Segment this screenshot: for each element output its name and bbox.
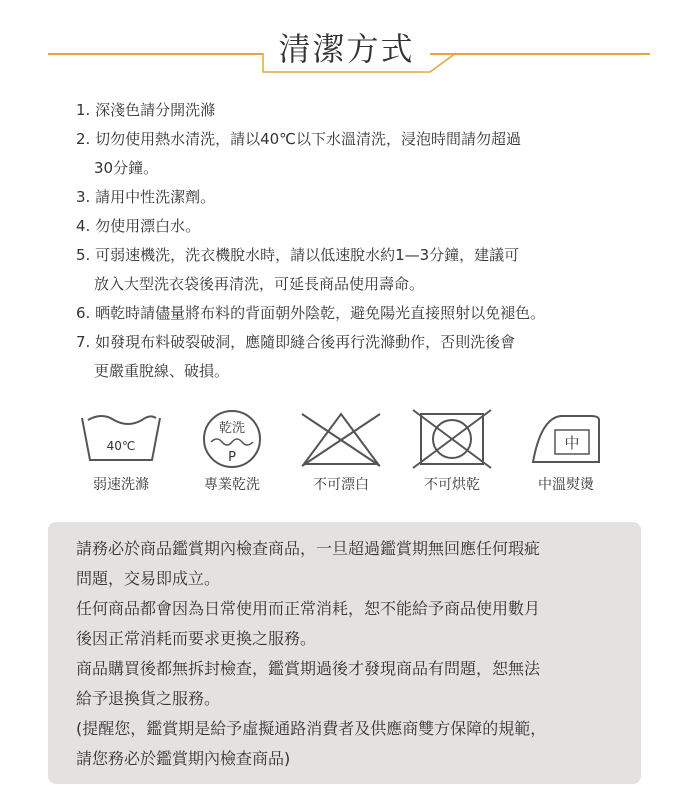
- instruction-item: 6. 晒乾時請儘量將布料的背面朝外陰乾，避免陽光直接照射以免褪色。: [76, 304, 546, 322]
- care-symbol-nobleach: [281, 408, 401, 494]
- care-symbol-iron: [506, 408, 626, 494]
- instruction-item: 5. 可弱速機洗，洗衣機脫水時，請以低速脫水約1—3分鐘，建議可 放入大型洗衣袋後再清洗，可延長商品使用壽命。: [76, 246, 520, 293]
- notice-line: (提醒您，鑑賞期是給予虛擬通路消費者及供應商雙方保障的規範，: [76, 719, 547, 738]
- instruction-item: 3. 請用中性洗潔劑。: [76, 188, 216, 206]
- svg-text:P: P: [228, 450, 236, 465]
- svg-text:乾洗: 乾洗: [218, 421, 246, 436]
- notice-line: 問題，交易即成立。: [76, 569, 221, 588]
- instruction-item: 7. 如發現布料破裂破洞，應隨即縫合後再行洗滌動作，否則洗後會 更嚴重脫線、破損。: [76, 333, 516, 380]
- dry-clean-icon: [187, 408, 277, 470]
- care-label: 中溫熨燙: [538, 477, 594, 493]
- care-instructions-list: [76, 96, 656, 386]
- care-label: 專業乾洗: [204, 477, 260, 493]
- care-symbol-wash: [61, 408, 181, 494]
- notice-line: 商品購買後都無拆封檢查，鑑賞期過後才發現商品有問題，恕無法: [76, 659, 541, 678]
- care-label: 不可烘乾: [424, 477, 480, 493]
- iron-icon: [521, 408, 611, 470]
- notice-body: [76, 534, 626, 774]
- notice-line: 後因正常消耗而要求更換之服務。: [76, 629, 317, 648]
- care-label: 不可漂白: [313, 477, 369, 493]
- care-symbol-dryclean: [172, 408, 292, 494]
- notice-line: 給予退換貨之服務。: [76, 689, 221, 708]
- notice-line: 任何商品都會因為日常使用而正常消耗，恕不能給予商品使用數月: [76, 599, 541, 618]
- no-bleach-icon: [296, 408, 386, 470]
- notice-line: 請您務必於鑑賞期內檢查商品): [76, 749, 291, 768]
- appreciation-period-notice: [48, 522, 641, 784]
- wash-tub-icon: [76, 408, 166, 470]
- instruction-item: 4. 勿使用漂白水。: [76, 217, 201, 235]
- care-label: 弱速洗滌: [93, 477, 149, 493]
- svg-text:中: 中: [564, 434, 580, 452]
- instruction-item: 1. 深淺色請分開洗滌: [76, 101, 216, 119]
- page-title: 清潔方式: [278, 30, 415, 68]
- svg-text:40℃: 40℃: [106, 439, 136, 453]
- notice-line: 請務必於商品鑑賞期內檢查商品，一旦超過鑑賞期無回應任何瑕疵: [76, 539, 541, 558]
- no-tumble-dry-icon: [407, 408, 497, 470]
- section-header: [0, 0, 700, 80]
- care-icons-row: [0, 408, 700, 508]
- care-symbol-notumble: [392, 408, 512, 494]
- instruction-item: 2. 切勿使用熱水清洗，請以40℃以下水溫清洗，浸泡時間請勿超過 30分鐘。: [76, 130, 522, 177]
